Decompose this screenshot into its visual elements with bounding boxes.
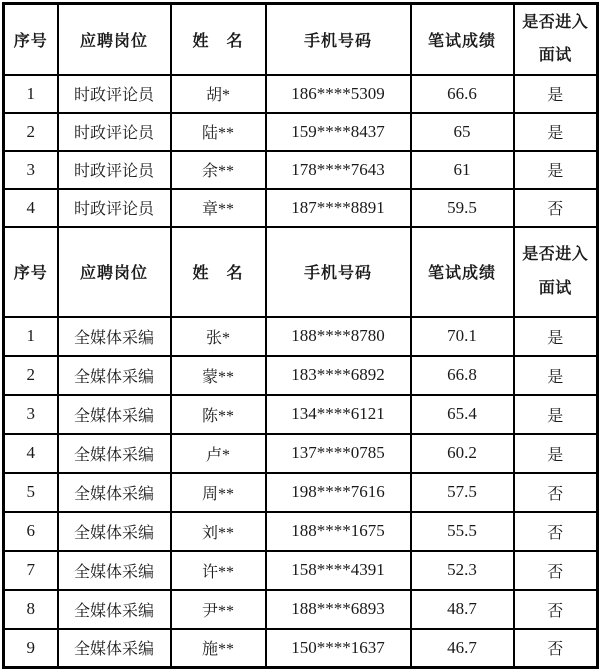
header-row-section-1 <box>4 4 598 75</box>
header-cell-name: 姓 名 <box>171 227 266 317</box>
header-cell-phone: 手机号码 <box>266 227 411 317</box>
table-row <box>4 317 598 356</box>
cell-position: 全媒体采编 <box>58 317 171 356</box>
cell-score: 48.7 <box>411 590 514 629</box>
table-row <box>4 551 598 590</box>
table-row <box>4 113 598 151</box>
cell-score: 57.5 <box>411 473 514 512</box>
table-row <box>4 434 598 473</box>
cell-no: 3 <box>4 395 58 434</box>
cell-position: 全媒体采编 <box>58 590 171 629</box>
cell-phone: 137****0785 <box>266 434 411 473</box>
cell-position: 全媒体采编 <box>58 356 171 395</box>
cell-no: 8 <box>4 590 58 629</box>
cell-name: 施** <box>171 629 266 668</box>
cell-phone: 134****6121 <box>266 395 411 434</box>
table-row <box>4 395 598 434</box>
header-cell-interview <box>514 227 598 317</box>
cell-interview: 是 <box>514 356 598 395</box>
cell-score: 70.1 <box>411 317 514 356</box>
header-cell-score: 笔试成绩 <box>411 227 514 317</box>
cell-position: 全媒体采编 <box>58 395 171 434</box>
header-row-section-2 <box>4 227 598 317</box>
cell-no: 5 <box>4 473 58 512</box>
cell-no: 4 <box>4 189 58 227</box>
table-row <box>4 473 598 512</box>
table-row <box>4 590 598 629</box>
recruitment-score-table <box>2 2 599 669</box>
header-interview-line1: 是否进入 <box>522 245 589 263</box>
cell-name: 尹** <box>171 590 266 629</box>
cell-score: 65.4 <box>411 395 514 434</box>
cell-no: 2 <box>4 356 58 395</box>
cell-phone: 187****8891 <box>266 189 411 227</box>
cell-position: 全媒体采编 <box>58 551 171 590</box>
cell-interview: 否 <box>514 590 598 629</box>
cell-no: 6 <box>4 512 58 551</box>
cell-no: 2 <box>4 113 58 151</box>
cell-phone: 186****5309 <box>266 75 411 113</box>
cell-phone: 188****6893 <box>266 590 411 629</box>
table-row <box>4 75 598 113</box>
cell-score: 52.3 <box>411 551 514 590</box>
cell-score: 46.7 <box>411 629 514 668</box>
cell-interview: 否 <box>514 473 598 512</box>
cell-phone: 198****7616 <box>266 473 411 512</box>
header-cell-phone: 手机号码 <box>266 4 411 75</box>
cell-position: 全媒体采编 <box>58 512 171 551</box>
header-cell-score: 笔试成绩 <box>411 4 514 75</box>
cell-interview: 是 <box>514 75 598 113</box>
cell-name: 章** <box>171 189 266 227</box>
cell-score: 66.8 <box>411 356 514 395</box>
cell-no: 9 <box>4 629 58 668</box>
cell-no: 1 <box>4 317 58 356</box>
cell-interview: 是 <box>514 113 598 151</box>
cell-position: 全媒体采编 <box>58 629 171 668</box>
table-row <box>4 512 598 551</box>
cell-position: 时政评论员 <box>58 189 171 227</box>
cell-position: 时政评论员 <box>58 113 171 151</box>
cell-position: 时政评论员 <box>58 151 171 189</box>
cell-name: 胡* <box>171 75 266 113</box>
header-cell-position: 应聘岗位 <box>58 4 171 75</box>
cell-interview: 是 <box>514 317 598 356</box>
cell-score: 66.6 <box>411 75 514 113</box>
cell-interview: 是 <box>514 151 598 189</box>
cell-score: 55.5 <box>411 512 514 551</box>
header-cell-index: 序号 <box>4 227 58 317</box>
cell-score: 61 <box>411 151 514 189</box>
cell-phone: 159****8437 <box>266 113 411 151</box>
cell-phone: 178****7643 <box>266 151 411 189</box>
cell-interview: 否 <box>514 189 598 227</box>
cell-score: 65 <box>411 113 514 151</box>
header-cell-name: 姓 名 <box>171 4 266 75</box>
cell-name: 周** <box>171 473 266 512</box>
cell-name: 卢* <box>171 434 266 473</box>
cell-name: 刘** <box>171 512 266 551</box>
table-row <box>4 629 598 668</box>
table-row <box>4 151 598 189</box>
cell-phone: 158****4391 <box>266 551 411 590</box>
cell-score: 60.2 <box>411 434 514 473</box>
header-interview-line1: 是否进入 <box>522 13 589 31</box>
cell-name: 余** <box>171 151 266 189</box>
cell-position: 全媒体采编 <box>58 434 171 473</box>
header-interview-line2: 面试 <box>538 279 572 297</box>
cell-score: 59.5 <box>411 189 514 227</box>
header-cell-index: 序号 <box>4 4 58 75</box>
table-row <box>4 189 598 227</box>
cell-name: 许** <box>171 551 266 590</box>
cell-no: 1 <box>4 75 58 113</box>
cell-name: 陈** <box>171 395 266 434</box>
cell-position: 时政评论员 <box>58 75 171 113</box>
cell-no: 4 <box>4 434 58 473</box>
cell-phone: 188****8780 <box>266 317 411 356</box>
cell-interview: 否 <box>514 512 598 551</box>
header-cell-position: 应聘岗位 <box>58 227 171 317</box>
cell-phone: 150****1637 <box>266 629 411 668</box>
cell-interview: 是 <box>514 434 598 473</box>
cell-name: 蒙** <box>171 356 266 395</box>
header-interview-line2: 面试 <box>538 47 572 65</box>
cell-interview: 否 <box>514 629 598 668</box>
cell-no: 3 <box>4 151 58 189</box>
cell-phone: 183****6892 <box>266 356 411 395</box>
cell-position: 全媒体采编 <box>58 473 171 512</box>
cell-phone: 188****1675 <box>266 512 411 551</box>
table-row <box>4 356 598 395</box>
cell-interview: 是 <box>514 395 598 434</box>
cell-no: 7 <box>4 551 58 590</box>
cell-name: 陆** <box>171 113 266 151</box>
cell-interview: 否 <box>514 551 598 590</box>
header-cell-interview <box>514 4 598 75</box>
cell-name: 张* <box>171 317 266 356</box>
